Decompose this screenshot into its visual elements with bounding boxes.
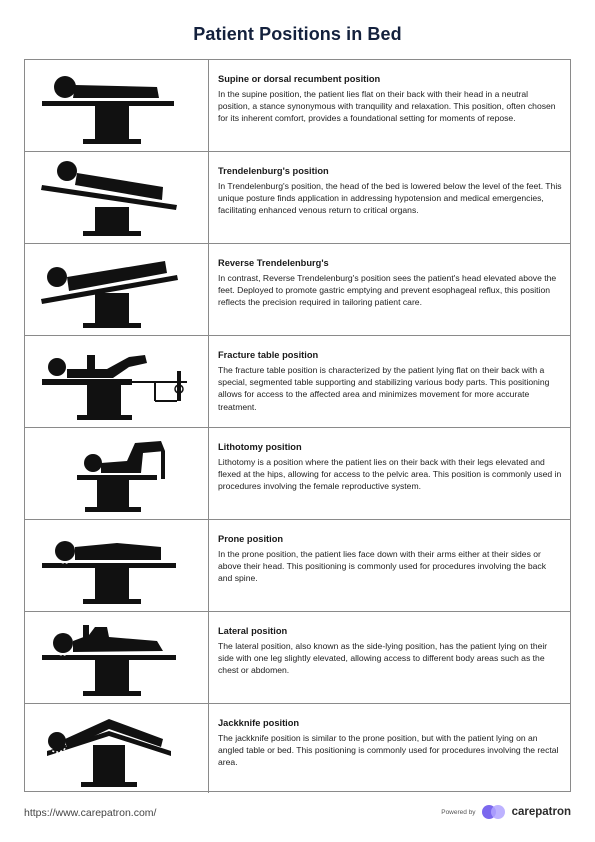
position-title: Reverse Trendelenburg's (218, 258, 329, 268)
image-cell (25, 244, 209, 335)
powered-by-label: Powered by (441, 808, 476, 816)
position-title: Lithotomy position (218, 442, 302, 452)
brand-name: carepatron (511, 806, 571, 818)
position-description: In Trendelenburg's position, the head of the bed is lowered below the level of the feet. This unique posture finds application in addressing hypotension and medical emergencies, facilitating enhanced venous return to critical organs. (218, 181, 562, 216)
position-description: In the prone position, the patient lies face down with their arms either at their sides or above their head. This positioning is commonly used for procedures involving the back and spine. (218, 549, 547, 584)
lateral-position-icon (37, 617, 197, 697)
image-cell (25, 152, 209, 243)
position-title: Jackknife position (218, 718, 300, 728)
table-row (25, 612, 570, 704)
footer-url-link[interactable]: https://www.carepatron.com/ (24, 807, 157, 819)
position-description: The jackknife position is similar to the prone position, but with the patient lying on an angled table or bed. This positioning is commonly used for procedures involving the rectal area. (218, 733, 559, 768)
position-title: Trendelenburg's position (218, 166, 329, 176)
image-cell (25, 336, 209, 427)
table-row (25, 152, 570, 244)
jackknife-position-icon (37, 709, 197, 789)
image-cell (25, 428, 209, 519)
position-title: Lateral position (218, 626, 288, 636)
table-row (25, 336, 570, 428)
supine-position-icon (37, 65, 197, 145)
image-cell (25, 520, 209, 611)
table-row (25, 704, 570, 793)
position-title: Prone position (218, 534, 284, 544)
footer-brand (441, 804, 571, 820)
fracture-table-position-icon (37, 341, 197, 421)
position-description: Lithotomy is a position where the patient lies on their back with their legs elevated and flexed at the hips, allowing for access to the pelvic area. This position is commonly used in procedures involving the female reproductive system. (218, 457, 562, 492)
table-row (25, 60, 570, 152)
table-row (25, 428, 570, 520)
image-cell (25, 612, 209, 703)
position-description: In the supine position, the patient lies flat on their back with their head in a neutral position, a stance synonymous with tranquility and relaxation. This position, often chosen for its inherent comfort, provides a foundational setting for moments of repose. (218, 89, 556, 124)
table-row (25, 520, 570, 612)
reverse-trendelenburg-position-icon (37, 249, 197, 329)
prone-position-icon (37, 525, 197, 605)
lithotomy-position-icon (37, 433, 197, 513)
position-description: The fracture table position is characterized by the patient lying flat on their back with a special, segmented table supporting and stabilizing various body parts. This positioning allows for access to the affected area and minimizes movement for more accurate treatment. (218, 365, 550, 412)
table-row (25, 244, 570, 336)
image-cell (25, 60, 209, 151)
position-title: Supine or dorsal recumbent position (218, 74, 381, 84)
position-description: The lateral position, also known as the side-lying position, has the patient lying on their side with one leg slightly elevated, allowing access to different body areas such as the chest or abdomen. (218, 641, 548, 676)
carepatron-logo-icon (481, 804, 507, 820)
position-description: In contrast, Reverse Trendelenburg's position sees the patient's head elevated above the feet. Deployed to promote gastric emptying and prevent esophageal reflux, this position reflects the precision required in tailoring patient care. (218, 273, 557, 308)
trendelenburg-position-icon (37, 157, 197, 237)
positions-table (24, 59, 571, 792)
page-title: Patient Positions in Bed (193, 24, 402, 44)
image-cell (25, 704, 209, 793)
position-title: Fracture table position (218, 350, 319, 360)
